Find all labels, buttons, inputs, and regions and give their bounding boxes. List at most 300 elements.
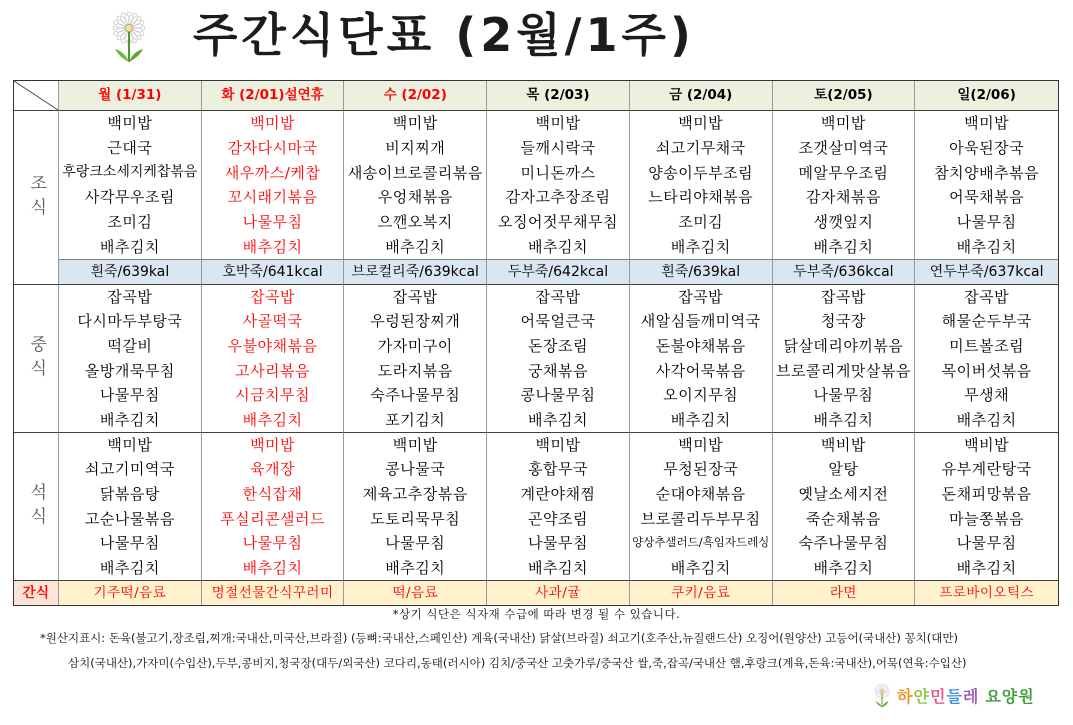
dinner-label: 석식 [26, 482, 47, 531]
breakfast-thu-cell [487, 185, 630, 210]
menu-item: 무청된장국 [663, 460, 739, 479]
menu-item: 조미김 [107, 213, 153, 232]
menu-item: 백미밥 [392, 114, 438, 133]
menu-item: 백미밥 [678, 436, 724, 455]
breakfast-sun-cell [915, 160, 1058, 185]
logo-letter: 들 [946, 686, 963, 706]
breakfast-tue-cell [202, 185, 345, 210]
dinner-mon-cell [59, 482, 202, 507]
day-header-label: 수 (2/02) [383, 87, 447, 104]
menu-item: 백미밥 [964, 114, 1010, 133]
menu-item: 느타리야채볶음 [648, 188, 754, 207]
menu-item: 조미김 [678, 213, 724, 232]
breakfast-mon-cell [59, 136, 202, 161]
menu-item: 백미밥 [107, 436, 153, 455]
lunch-tue-cell [202, 408, 345, 433]
menu-item: 목이버섯볶음 [941, 361, 1032, 380]
dinner-mon-cell [59, 432, 202, 457]
dinner-thu-cell [487, 457, 630, 482]
dinner-wed-cell [344, 457, 487, 482]
menu-item: 홍합무국 [528, 460, 588, 479]
menu-item: 다시마두부탕국 [77, 312, 183, 331]
menu-item: 숙주나물무침 [798, 534, 889, 553]
dinner-mon-cell [59, 556, 202, 581]
lunch-thu-cell [487, 408, 630, 433]
corner-cell [14, 81, 59, 111]
lunch-sat-cell [773, 358, 916, 383]
dinner-sun-cell [915, 432, 1058, 457]
breakfast-fri-cell [630, 160, 773, 185]
dinner-thu-cell [487, 556, 630, 581]
menu-item: 참치양배추볶음 [934, 163, 1040, 182]
menu-item: 배추김치 [99, 559, 160, 578]
lunch-sat-cell [773, 408, 916, 433]
menu-item: 사각어묵볶음 [655, 361, 746, 380]
lunch-wed-cell [344, 383, 487, 408]
breakfast-sun-cell [915, 234, 1058, 259]
snack-fri-cell [630, 580, 773, 605]
menu-item: 조갯살미역국 [798, 139, 889, 158]
logo-letter: 레 [962, 686, 980, 706]
menu-item: 올방개묵무침 [84, 361, 175, 380]
menu-item: 백미밥 [678, 114, 724, 133]
snack-item: 기주떡/음료 [93, 585, 167, 602]
porridge-wed-cell [344, 259, 487, 284]
menu-item: 청국장 [820, 312, 866, 331]
menu-item: 잡곡밥 [820, 287, 866, 306]
day-header-sat [773, 81, 916, 111]
menu-item: 떡갈비 [107, 336, 153, 355]
day-header-label: 토(2/05) [814, 87, 873, 104]
menu-item: 옛날소세지전 [798, 484, 889, 503]
lunch-tue-cell [202, 284, 345, 309]
snack-item: 떡/음료 [392, 585, 439, 602]
dinner-sun-cell [915, 457, 1058, 482]
menu-item: 어묵얼큰국 [520, 312, 596, 331]
menu-item: 도라지볶음 [377, 361, 453, 380]
breakfast-fri-cell [630, 136, 773, 161]
breakfast-mon-cell [59, 111, 202, 136]
dinner-thu-cell [487, 432, 630, 457]
dinner-tue-cell [202, 432, 345, 457]
snack-mon-cell [59, 580, 202, 605]
menu-item: 감자고추장조림 [505, 188, 611, 207]
breakfast-wed-cell [344, 234, 487, 259]
menu-item: 닭살데리야끼볶음 [783, 336, 904, 355]
lunch-mon-cell [59, 309, 202, 334]
breakfast-label-cell [14, 111, 59, 284]
dinner-wed-cell [344, 482, 487, 507]
lunch-wed-cell [344, 309, 487, 334]
porridge-sun-cell [915, 259, 1058, 284]
menu-item: 잡곡밥 [678, 287, 724, 306]
menu-item: 숙주나물무침 [370, 386, 461, 405]
menu-item: 배추김치 [813, 237, 874, 256]
day-header-label: 일(2/06) [957, 87, 1016, 104]
menu-change-notice: *상기 식단은 식자재 수급에 따라 변경 될 수 있습니다. [392, 607, 681, 621]
day-header-mon [59, 81, 202, 111]
weekly-menu-table [13, 80, 1059, 606]
logo-dandelion-icon [871, 681, 893, 709]
dinner-fri-cell [630, 482, 773, 507]
menu-item: 백미밥 [392, 436, 438, 455]
dinner-wed-cell [344, 506, 487, 531]
page-title: 주간식단표 (2월/1주) [193, 8, 695, 62]
menu-item: 돈장조림 [528, 336, 588, 355]
menu-item: 메알무우조림 [798, 163, 889, 182]
menu-item: 유부계란탕국 [941, 460, 1032, 479]
snack-label: 간식 [22, 585, 50, 602]
breakfast-wed-cell [344, 210, 487, 235]
menu-item: 배추김치 [528, 559, 588, 578]
lunch-wed-cell [344, 358, 487, 383]
menu-item: 계란야채찜 [520, 484, 596, 503]
snack-sat-cell [773, 580, 916, 605]
breakfast-mon-cell [59, 234, 202, 259]
menu-item: 아욱된장국 [949, 139, 1025, 158]
day-header-wed [344, 81, 487, 111]
dinner-tue-cell [202, 556, 345, 581]
menu-item: 곤약조림 [528, 509, 588, 528]
lunch-thu-cell [487, 383, 630, 408]
dinner-sun-cell [915, 482, 1058, 507]
menu-item: 배추김치 [385, 237, 446, 256]
menu-item: 나물무침 [99, 386, 160, 405]
breakfast-wed-cell [344, 160, 487, 185]
dinner-sat-cell [773, 531, 916, 556]
menu-item: 잡곡밥 [250, 287, 296, 306]
dinner-sat-cell [773, 556, 916, 581]
breakfast-mon-cell [59, 210, 202, 235]
day-header-label: 월 (1/31) [98, 87, 162, 104]
menu-item: 나물무침 [956, 213, 1017, 232]
snack-item: 명절선물간식꾸러미 [211, 585, 334, 602]
origin-label-line-1: *원산지표시: 돈육(불고기,장조림,찌개:국내산,미국산,브라질) (등뼈:국내산,스페인산) 계육(국내산) 닭살(브라질) 쇠고기(호주산,뉴질랜드산) 오징어(원양산) 고등어(국내산) 꽁치(대만) [40, 631, 958, 645]
menu-item: 잡곡밥 [392, 287, 438, 306]
menu-item: 고순나물볶음 [84, 509, 175, 528]
snack-item: 프로바이오틱스 [939, 585, 1035, 602]
menu-item: 배추김치 [956, 410, 1017, 429]
snack-item: 쿠키/음료 [671, 585, 731, 602]
lunch-mon-cell [59, 334, 202, 359]
dinner-mon-cell [59, 531, 202, 556]
breakfast-fri-cell [630, 185, 773, 210]
menu-item: 도토리묵무침 [370, 509, 461, 528]
dinner-wed-cell [344, 556, 487, 581]
menu-item: 배추김치 [99, 237, 160, 256]
breakfast-sat-cell [773, 111, 916, 136]
menu-item: 오징어젓무채무침 [498, 213, 618, 232]
lunch-tue-cell [202, 334, 345, 359]
dinner-sat-cell [773, 506, 916, 531]
menu-item: 근대국 [107, 139, 153, 158]
dinner-label-cell [14, 432, 59, 580]
breakfast-tue-cell [202, 111, 345, 136]
menu-item: 콩나물국 [385, 460, 446, 479]
menu-item: 나물무침 [528, 534, 588, 553]
lunch-mon-cell [59, 284, 202, 309]
breakfast-thu-cell [487, 160, 630, 185]
menu-item: 어묵채볶음 [949, 188, 1025, 207]
lunch-sun-cell [915, 383, 1058, 408]
lunch-fri-cell [630, 383, 773, 408]
menu-item: 시금치무침 [235, 386, 311, 405]
breakfast-sat-cell [773, 160, 916, 185]
menu-item: 나물무침 [242, 534, 303, 553]
menu-item: 콩나물무침 [520, 386, 596, 405]
menu-item: 새우까스/케찹 [224, 163, 321, 182]
breakfast-sat-cell [773, 185, 916, 210]
dinner-sun-cell [915, 506, 1058, 531]
breakfast-sun-cell [915, 111, 1058, 136]
breakfast-mon-cell [59, 160, 202, 185]
dinner-thu-cell [487, 482, 630, 507]
menu-item: 알탕 [828, 460, 859, 479]
menu-item: 백비밥 [820, 436, 866, 455]
day-header-thu [487, 81, 630, 111]
breakfast-wed-cell [344, 136, 487, 161]
breakfast-label: 조식 [26, 173, 47, 222]
dinner-fri-cell [630, 506, 773, 531]
lunch-tue-cell [202, 309, 345, 334]
porridge-item: 브로컬리죽/639kcal [351, 263, 479, 280]
menu-item: 고사리볶음 [235, 361, 311, 380]
porridge-item: 호박죽/641kcal [222, 263, 323, 280]
menu-item: 감자채볶음 [805, 188, 881, 207]
breakfast-tue-cell [202, 160, 345, 185]
diagonal-line [14, 81, 58, 110]
origin-label-line-2: 삼치(국내산),가자미(수입산),두부,콩비지,청국장(대두/외국산) 코다리,동태(러시아) 김치/중국산 고춧가루/중국산 쌀,죽,잡곡/국내산 햄,후랑크(계육,돈육:국내산),어묵(연육:수입산) [68, 656, 967, 670]
menu-item: 비지찌개 [385, 139, 446, 158]
lunch-fri-cell [630, 408, 773, 433]
breakfast-tue-cell [202, 234, 345, 259]
day-header-tue [202, 81, 345, 111]
menu-item: 쇠고기미역국 [84, 460, 175, 479]
snack-label-cell [14, 580, 59, 605]
lunch-wed-cell [344, 284, 487, 309]
menu-item: 쇠고기무채국 [655, 139, 746, 158]
dinner-mon-cell [59, 457, 202, 482]
breakfast-tue-cell [202, 136, 345, 161]
menu-item: 배추김치 [956, 237, 1017, 256]
porridge-item: 흰죽/639kal [90, 263, 170, 280]
menu-item: 배추김치 [242, 237, 303, 256]
snack-sun-cell [915, 580, 1058, 605]
menu-item: 포기김치 [385, 410, 446, 429]
porridge-sat-cell [773, 259, 916, 284]
menu-item: 백미밥 [250, 436, 296, 455]
menu-item: 백미밥 [107, 114, 153, 133]
menu-item: 배추김치 [956, 559, 1017, 578]
breakfast-sun-cell [915, 210, 1058, 235]
menu-item: 우엉채볶음 [377, 188, 453, 207]
dinner-sat-cell [773, 457, 916, 482]
menu-item: 으깬오복지 [377, 213, 453, 232]
menu-item: 무생채 [964, 386, 1010, 405]
menu-item: 배추김치 [242, 410, 303, 429]
menu-item: 닭볶음탕 [99, 484, 160, 503]
lunch-wed-cell [344, 334, 487, 359]
snack-thu-cell [487, 580, 630, 605]
porridge-item: 흰죽/639kal [661, 263, 741, 280]
menu-item: 배추김치 [813, 559, 874, 578]
dinner-fri-cell [630, 457, 773, 482]
menu-item: 배추김치 [670, 559, 731, 578]
lunch-tue-cell [202, 358, 345, 383]
menu-item: 육개장 [250, 460, 296, 479]
day-header-label: 목 (2/03) [526, 87, 590, 104]
lunch-mon-cell [59, 383, 202, 408]
menu-item: 돈채피망볶음 [941, 484, 1032, 503]
menu-item: 백미밥 [820, 114, 866, 133]
menu-item: 푸실리콘샐러드 [220, 509, 326, 528]
menu-item: 배추김치 [670, 237, 731, 256]
menu-item: 잡곡밥 [535, 287, 581, 306]
breakfast-sun-cell [915, 136, 1058, 161]
snack-tue-cell [202, 580, 345, 605]
lunch-sun-cell [915, 358, 1058, 383]
menu-item: 양상추샐러드/흑임자드레싱 [632, 536, 770, 550]
menu-item: 잡곡밥 [964, 287, 1010, 306]
breakfast-sat-cell [773, 136, 916, 161]
lunch-mon-cell [59, 408, 202, 433]
menu-item: 배추김치 [242, 559, 303, 578]
dinner-fri-cell [630, 531, 773, 556]
menu-item: 나물무침 [99, 534, 160, 553]
menu-item: 해물순두부국 [941, 312, 1032, 331]
menu-item: 새송이브로콜리볶음 [347, 163, 483, 182]
lunch-sat-cell [773, 284, 916, 309]
dinner-sat-cell [773, 432, 916, 457]
day-header-label: 화 (2/01)설연휴 [221, 87, 324, 104]
day-header-sun [915, 81, 1058, 111]
lunch-thu-cell [487, 284, 630, 309]
breakfast-sat-cell [773, 234, 916, 259]
lunch-wed-cell [344, 408, 487, 433]
menu-item: 미트볼조림 [949, 336, 1025, 355]
facility-logo [871, 680, 1035, 710]
breakfast-fri-cell [630, 111, 773, 136]
logo-letter: 얀 [913, 686, 930, 706]
menu-item: 미니돈까스 [520, 163, 596, 182]
dinner-sat-cell [773, 482, 916, 507]
menu-item: 돈불야채볶음 [655, 336, 746, 355]
menu-item: 제육고추장볶음 [362, 484, 468, 503]
porridge-item: 두부죽/636kcal [793, 263, 894, 280]
lunch-sun-cell [915, 284, 1058, 309]
logo-letter: 하 [897, 686, 914, 706]
dinner-sun-cell [915, 531, 1058, 556]
menu-item: 나물무침 [956, 534, 1017, 553]
menu-item: 꼬시래기볶음 [227, 188, 318, 207]
logo-letter: 민 [929, 686, 947, 706]
lunch-sat-cell [773, 383, 916, 408]
dinner-wed-cell [344, 432, 487, 457]
menu-item: 우렁된장찌개 [370, 312, 461, 331]
breakfast-fri-cell [630, 234, 773, 259]
breakfast-fri-cell [630, 210, 773, 235]
menu-item: 배추김치 [99, 410, 160, 429]
breakfast-sun-cell [915, 185, 1058, 210]
porridge-tue-cell [202, 259, 345, 284]
dinner-thu-cell [487, 506, 630, 531]
breakfast-sat-cell [773, 210, 916, 235]
menu-item: 감자다시마국 [227, 139, 318, 158]
menu-item: 배추김치 [528, 410, 588, 429]
lunch-sat-cell [773, 334, 916, 359]
breakfast-thu-cell [487, 111, 630, 136]
breakfast-mon-cell [59, 185, 202, 210]
dinner-tue-cell [202, 506, 345, 531]
porridge-fri-cell [630, 259, 773, 284]
lunch-fri-cell [630, 309, 773, 334]
menu-item: 한식잡채 [242, 484, 303, 503]
porridge-mon-cell [59, 259, 202, 284]
menu-item: 브로콜리게맛살볶음 [775, 361, 911, 380]
dinner-tue-cell [202, 457, 345, 482]
menu-item: 생깻잎지 [813, 213, 874, 232]
breakfast-thu-cell [487, 136, 630, 161]
lunch-fri-cell [630, 358, 773, 383]
breakfast-wed-cell [344, 111, 487, 136]
porridge-item: 연두부죽/637kcal [929, 263, 1044, 280]
menu-item: 백비밥 [964, 436, 1010, 455]
breakfast-thu-cell [487, 210, 630, 235]
porridge-thu-cell [487, 259, 630, 284]
menu-item: 양송이두부조림 [648, 163, 754, 182]
menu-item: 배추김치 [385, 559, 446, 578]
day-header-label: 금 (2/04) [669, 87, 733, 104]
menu-item: 백미밥 [535, 436, 581, 455]
breakfast-thu-cell [487, 234, 630, 259]
lunch-fri-cell [630, 284, 773, 309]
menu-item: 잡곡밥 [107, 287, 153, 306]
lunch-sat-cell [773, 309, 916, 334]
dinner-fri-cell [630, 556, 773, 581]
menu-item: 브로콜리두부무침 [640, 509, 761, 528]
menu-item: 새알심들깨미역국 [640, 312, 761, 331]
menu-item: 죽순채볶음 [805, 509, 881, 528]
dinner-wed-cell [344, 531, 487, 556]
menu-item: 마늘쫑볶음 [949, 509, 1025, 528]
menu-item: 사골떡국 [242, 312, 303, 331]
menu-item: 배추김치 [670, 410, 731, 429]
menu-item: 백미밥 [535, 114, 581, 133]
lunch-thu-cell [487, 358, 630, 383]
lunch-thu-cell [487, 334, 630, 359]
lunch-label: 중식 [26, 334, 47, 383]
lunch-fri-cell [630, 334, 773, 359]
snack-item: 사과/귤 [535, 585, 581, 602]
menu-item: 사각무우조림 [84, 188, 175, 207]
breakfast-wed-cell [344, 185, 487, 210]
menu-item: 나물무침 [813, 386, 874, 405]
menu-item: 백미밥 [250, 114, 296, 133]
dinner-tue-cell [202, 531, 345, 556]
menu-item: 후랑크소세지케찹볶음 [62, 164, 198, 181]
logo-name [897, 684, 979, 707]
snack-wed-cell [344, 580, 487, 605]
lunch-tue-cell [202, 383, 345, 408]
menu-item: 배추김치 [528, 237, 588, 256]
dinner-thu-cell [487, 531, 630, 556]
menu-item: 가자미구이 [377, 336, 453, 355]
logo-suffix: 요양원 [985, 686, 1035, 706]
dinner-tue-cell [202, 482, 345, 507]
lunch-mon-cell [59, 358, 202, 383]
breakfast-tue-cell [202, 210, 345, 235]
menu-item: 들깨시락국 [520, 139, 596, 158]
